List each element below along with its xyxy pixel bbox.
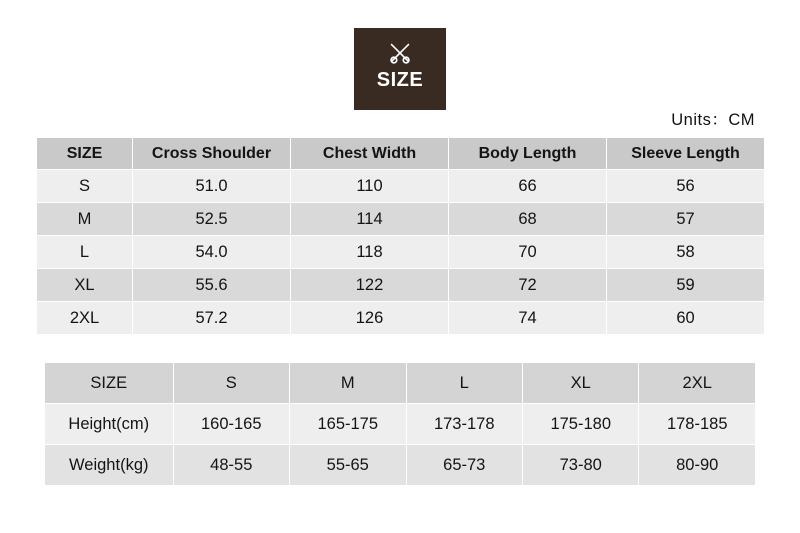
cell-cross-shoulder: 51.0 — [133, 170, 291, 203]
table-row — [37, 302, 765, 335]
cell-height-s: 160-165 — [173, 404, 289, 445]
column-header-xl: XL — [522, 363, 638, 404]
row-label-weight: Weight(kg) — [45, 445, 174, 486]
cell-size: XL — [37, 269, 133, 302]
scissors-icon — [385, 38, 415, 68]
cell-body-length: 66 — [449, 170, 607, 203]
column-header-2xl: 2XL — [639, 363, 756, 404]
column-header-m: M — [290, 363, 406, 404]
cell-sleeve-length: 56 — [607, 170, 765, 203]
cell-weight-l: 65-73 — [406, 445, 522, 486]
cell-chest-width: 114 — [291, 203, 449, 236]
column-header-cross-shoulder: Cross Shoulder — [133, 138, 291, 170]
cell-height-xl: 175-180 — [522, 404, 638, 445]
cell-chest-width: 110 — [291, 170, 449, 203]
cell-sleeve-length: 58 — [607, 236, 765, 269]
table-row — [37, 269, 765, 302]
cell-height-m: 165-175 — [290, 404, 406, 445]
cell-body-length: 72 — [449, 269, 607, 302]
units-label: Units：CM — [671, 111, 755, 129]
size-badge-container — [0, 28, 800, 110]
table-row — [37, 236, 765, 269]
column-header-chest-width: Chest Width — [291, 138, 449, 170]
column-header-l: L — [406, 363, 522, 404]
table-row — [37, 203, 765, 236]
cell-body-length: 68 — [449, 203, 607, 236]
cell-chest-width: 122 — [291, 269, 449, 302]
column-header-sleeve-length: Sleeve Length — [607, 138, 765, 170]
cell-size: M — [37, 203, 133, 236]
table-header-row — [37, 138, 765, 170]
cell-weight-s: 48-55 — [173, 445, 289, 486]
size-badge-label: SIZE — [376, 69, 424, 91]
cell-cross-shoulder: 54.0 — [133, 236, 291, 269]
cell-height-2xl: 178-185 — [639, 404, 756, 445]
cell-cross-shoulder: 57.2 — [133, 302, 291, 335]
table-header-row — [45, 363, 756, 404]
column-header-size: SIZE — [45, 363, 174, 404]
column-header-s: S — [173, 363, 289, 404]
cell-weight-xl: 73-80 — [522, 445, 638, 486]
table-row-weight — [45, 445, 756, 486]
cell-sleeve-length: 59 — [607, 269, 765, 302]
cell-sleeve-length: 60 — [607, 302, 765, 335]
cell-height-l: 173-178 — [406, 404, 522, 445]
column-header-size: SIZE — [37, 138, 133, 170]
size-badge — [354, 28, 446, 110]
body-fit-table — [44, 362, 756, 486]
cell-chest-width: 126 — [291, 302, 449, 335]
cell-weight-2xl: 80-90 — [639, 445, 756, 486]
garment-measurement-table — [36, 137, 765, 335]
cell-body-length: 70 — [449, 236, 607, 269]
cell-sleeve-length: 57 — [607, 203, 765, 236]
cell-chest-width: 118 — [291, 236, 449, 269]
row-label-height: Height(cm) — [45, 404, 174, 445]
column-header-body-length: Body Length — [449, 138, 607, 170]
cell-size: 2XL — [37, 302, 133, 335]
cell-body-length: 74 — [449, 302, 607, 335]
cell-cross-shoulder: 55.6 — [133, 269, 291, 302]
table-row-height — [45, 404, 756, 445]
cell-weight-m: 55-65 — [290, 445, 406, 486]
table-row — [37, 170, 765, 203]
cell-size: L — [37, 236, 133, 269]
cell-size: S — [37, 170, 133, 203]
cell-cross-shoulder: 52.5 — [133, 203, 291, 236]
